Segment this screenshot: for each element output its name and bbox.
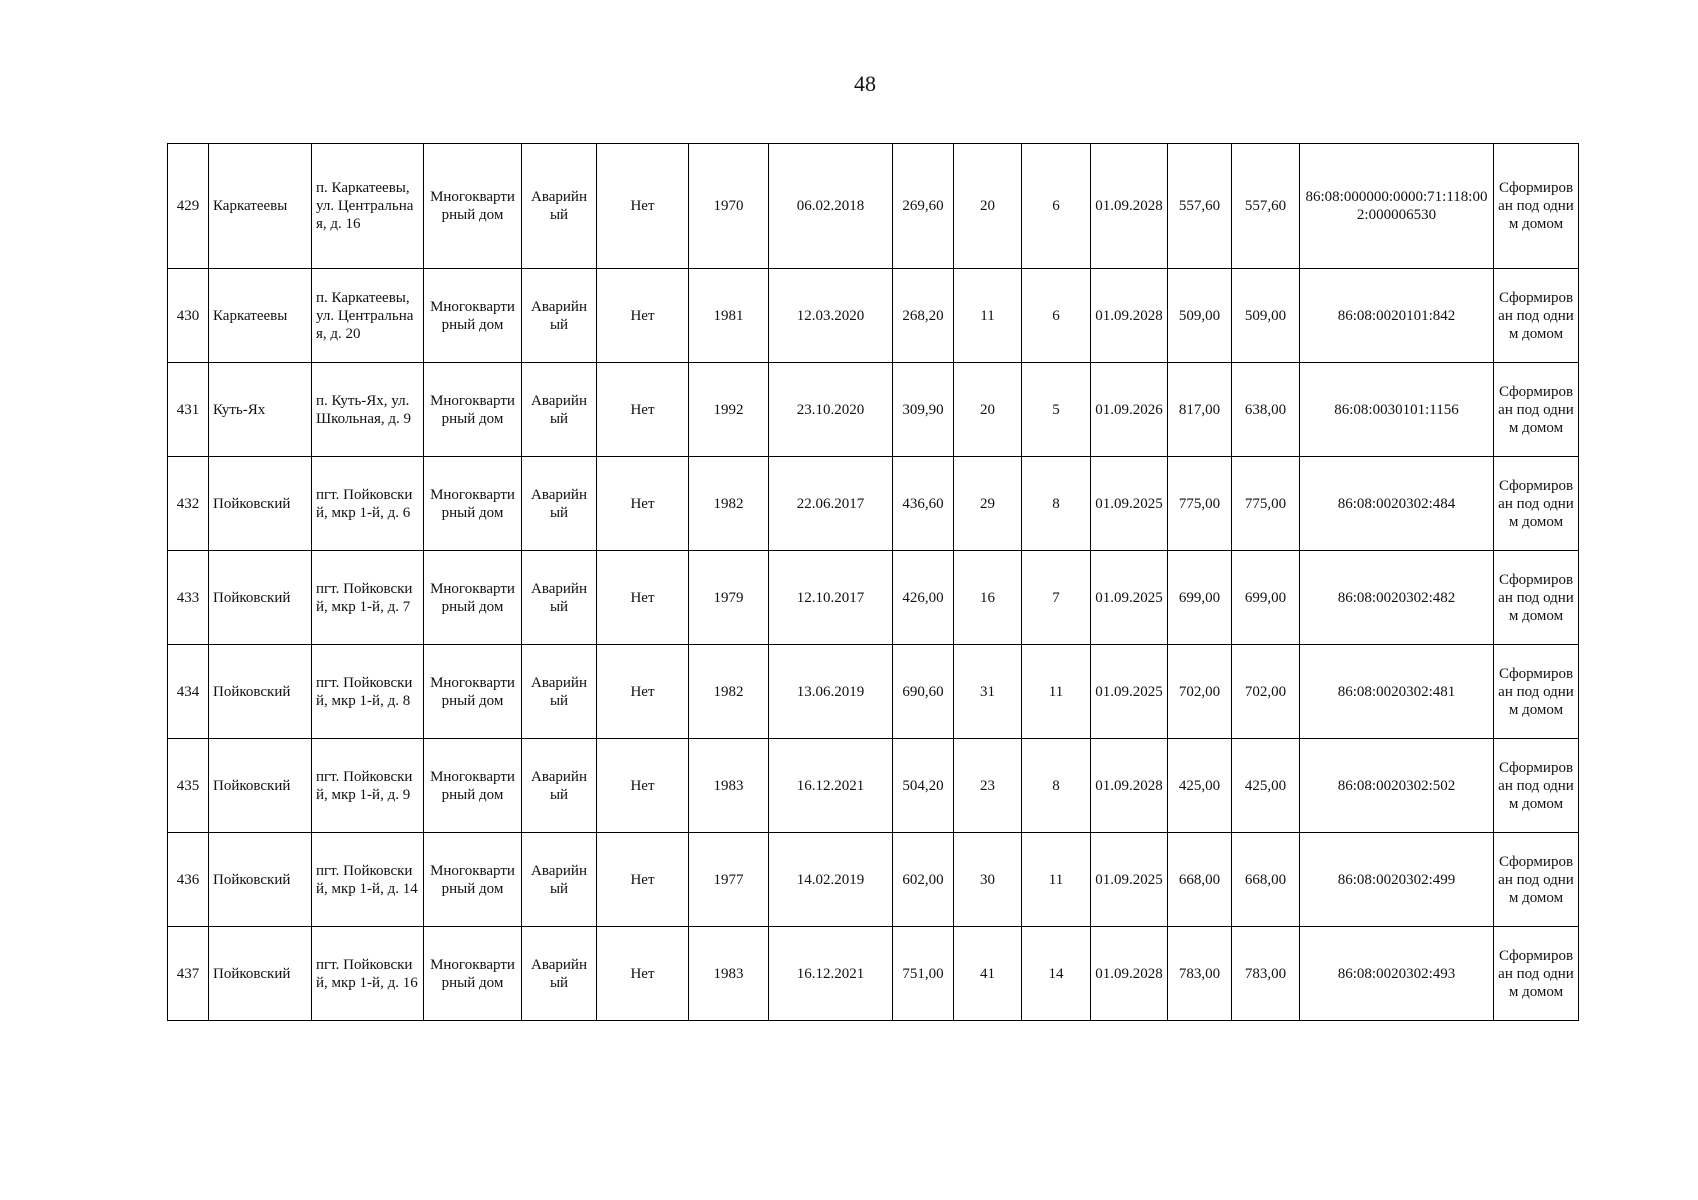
land-area-cell: 702,00	[1168, 645, 1232, 739]
cadastral-number-cell: 86:08:0020101:842	[1300, 269, 1494, 363]
residents-cell: 11	[954, 269, 1022, 363]
address-cell: пгт. Пойковский, мкр 1-й, д. 9	[312, 739, 424, 833]
flag-cell: Нет	[597, 363, 689, 457]
house-type-cell: Многоквартирный дом	[424, 833, 522, 927]
flag-cell: Нет	[597, 927, 689, 1021]
settlement-cell: Куть-Ях	[209, 363, 312, 457]
condition-cell: Аварийный	[522, 833, 597, 927]
land-area-cell: 699,00	[1168, 551, 1232, 645]
area-cell: 436,60	[893, 457, 954, 551]
condition-cell: Аварийный	[522, 144, 597, 269]
build-year-cell: 1992	[689, 363, 769, 457]
row-number-cell: 434	[168, 645, 209, 739]
condition-cell: Аварийный	[522, 457, 597, 551]
flag-cell: Нет	[597, 833, 689, 927]
table-row	[168, 833, 1579, 927]
deadline-cell: 01.09.2028	[1091, 739, 1168, 833]
note-cell: Сформирован под одним домом	[1494, 645, 1579, 739]
deadline-cell: 01.09.2025	[1091, 833, 1168, 927]
row-number-cell: 431	[168, 363, 209, 457]
condition-cell: Аварийный	[522, 645, 597, 739]
note-cell: Сформирован под одним домом	[1494, 833, 1579, 927]
housing-table	[167, 143, 1579, 1021]
residents-cell: 30	[954, 833, 1022, 927]
flag-cell: Нет	[597, 144, 689, 269]
note-cell: Сформирован под одним домом	[1494, 739, 1579, 833]
row-number-cell: 436	[168, 833, 209, 927]
cadastral-number-cell: 86:08:0020302:493	[1300, 927, 1494, 1021]
rooms-cell: 6	[1022, 269, 1091, 363]
settlement-cell: Каркатеевы	[209, 144, 312, 269]
house-type-cell: Многоквартирный дом	[424, 269, 522, 363]
land-area-actual-cell: 509,00	[1232, 269, 1300, 363]
address-cell: пгт. Пойковский, мкр 1-й, д. 6	[312, 457, 424, 551]
note-cell: Сформирован под одним домом	[1494, 144, 1579, 269]
land-area-cell: 557,60	[1168, 144, 1232, 269]
area-cell: 309,90	[893, 363, 954, 457]
document-date-cell: 22.06.2017	[769, 457, 893, 551]
table-row	[168, 457, 1579, 551]
address-cell: п. Куть-Ях, ул. Школьная, д. 9	[312, 363, 424, 457]
page-number: 48	[854, 71, 876, 96]
build-year-cell: 1970	[689, 144, 769, 269]
deadline-cell: 01.09.2025	[1091, 551, 1168, 645]
land-area-actual-cell: 699,00	[1232, 551, 1300, 645]
deadline-cell: 01.09.2025	[1091, 645, 1168, 739]
settlement-cell: Пойковский	[209, 645, 312, 739]
flag-cell: Нет	[597, 645, 689, 739]
cadastral-number-cell: 86:08:000000:0000:71:118:002:000006530	[1300, 144, 1494, 269]
row-number-cell: 433	[168, 551, 209, 645]
land-area-actual-cell: 668,00	[1232, 833, 1300, 927]
land-area-cell: 425,00	[1168, 739, 1232, 833]
condition-cell: Аварийный	[522, 269, 597, 363]
cadastral-number-cell: 86:08:0020302:481	[1300, 645, 1494, 739]
house-type-cell: Многоквартирный дом	[424, 144, 522, 269]
rooms-cell: 8	[1022, 457, 1091, 551]
deadline-cell: 01.09.2028	[1091, 927, 1168, 1021]
build-year-cell: 1981	[689, 269, 769, 363]
build-year-cell: 1982	[689, 645, 769, 739]
rooms-cell: 8	[1022, 739, 1091, 833]
document-date-cell: 16.12.2021	[769, 927, 893, 1021]
residents-cell: 23	[954, 739, 1022, 833]
table-row	[168, 927, 1579, 1021]
housing-table-container	[167, 143, 1579, 1021]
residents-cell: 41	[954, 927, 1022, 1021]
build-year-cell: 1977	[689, 833, 769, 927]
address-cell: пгт. Пойковский, мкр 1-й, д. 7	[312, 551, 424, 645]
address-cell: п. Каркатеевы, ул. Центральная, д. 16	[312, 144, 424, 269]
settlement-cell: Пойковский	[209, 457, 312, 551]
residents-cell: 16	[954, 551, 1022, 645]
cadastral-number-cell: 86:08:0020302:482	[1300, 551, 1494, 645]
flag-cell: Нет	[597, 739, 689, 833]
table-row	[168, 551, 1579, 645]
flag-cell: Нет	[597, 457, 689, 551]
deadline-cell: 01.09.2025	[1091, 457, 1168, 551]
settlement-cell: Пойковский	[209, 927, 312, 1021]
residents-cell: 20	[954, 144, 1022, 269]
cadastral-number-cell: 86:08:0020302:499	[1300, 833, 1494, 927]
table-row	[168, 269, 1579, 363]
area-cell: 269,60	[893, 144, 954, 269]
land-area-cell: 817,00	[1168, 363, 1232, 457]
deadline-cell: 01.09.2026	[1091, 363, 1168, 457]
cadastral-number-cell: 86:08:0030101:1156	[1300, 363, 1494, 457]
residents-cell: 20	[954, 363, 1022, 457]
condition-cell: Аварийный	[522, 739, 597, 833]
build-year-cell: 1979	[689, 551, 769, 645]
settlement-cell: Каркатеевы	[209, 269, 312, 363]
document-date-cell: 23.10.2020	[769, 363, 893, 457]
note-cell: Сформирован под одним домом	[1494, 551, 1579, 645]
note-cell: Сформирован под одним домом	[1494, 457, 1579, 551]
build-year-cell: 1983	[689, 927, 769, 1021]
land-area-cell: 775,00	[1168, 457, 1232, 551]
row-number-cell: 437	[168, 927, 209, 1021]
land-area-actual-cell: 783,00	[1232, 927, 1300, 1021]
deadline-cell: 01.09.2028	[1091, 144, 1168, 269]
land-area-cell: 668,00	[1168, 833, 1232, 927]
document-date-cell: 14.02.2019	[769, 833, 893, 927]
residents-cell: 31	[954, 645, 1022, 739]
settlement-cell: Пойковский	[209, 551, 312, 645]
house-type-cell: Многоквартирный дом	[424, 645, 522, 739]
flag-cell: Нет	[597, 269, 689, 363]
cadastral-number-cell: 86:08:0020302:502	[1300, 739, 1494, 833]
land-area-cell: 783,00	[1168, 927, 1232, 1021]
house-type-cell: Многоквартирный дом	[424, 739, 522, 833]
house-type-cell: Многоквартирный дом	[424, 927, 522, 1021]
address-cell: пгт. Пойковский, мкр 1-й, д. 16	[312, 927, 424, 1021]
land-area-actual-cell: 702,00	[1232, 645, 1300, 739]
area-cell: 602,00	[893, 833, 954, 927]
build-year-cell: 1982	[689, 457, 769, 551]
area-cell: 426,00	[893, 551, 954, 645]
area-cell: 268,20	[893, 269, 954, 363]
house-type-cell: Многоквартирный дом	[424, 363, 522, 457]
rooms-cell: 11	[1022, 645, 1091, 739]
condition-cell: Аварийный	[522, 363, 597, 457]
table-row	[168, 645, 1579, 739]
cadastral-number-cell: 86:08:0020302:484	[1300, 457, 1494, 551]
row-number-cell: 435	[168, 739, 209, 833]
rooms-cell: 14	[1022, 927, 1091, 1021]
document-date-cell: 12.03.2020	[769, 269, 893, 363]
land-area-actual-cell: 557,60	[1232, 144, 1300, 269]
table-row	[168, 363, 1579, 457]
flag-cell: Нет	[597, 551, 689, 645]
table-body	[168, 144, 1579, 1021]
row-number-cell: 429	[168, 144, 209, 269]
address-cell: пгт. Пойковский, мкр 1-й, д. 8	[312, 645, 424, 739]
table-row	[168, 144, 1579, 269]
deadline-cell: 01.09.2028	[1091, 269, 1168, 363]
note-cell: Сформирован под одним домом	[1494, 927, 1579, 1021]
rooms-cell: 11	[1022, 833, 1091, 927]
area-cell: 504,20	[893, 739, 954, 833]
build-year-cell: 1983	[689, 739, 769, 833]
land-area-actual-cell: 638,00	[1232, 363, 1300, 457]
note-cell: Сформирован под одним домом	[1494, 269, 1579, 363]
land-area-actual-cell: 425,00	[1232, 739, 1300, 833]
settlement-cell: Пойковский	[209, 739, 312, 833]
address-cell: п. Каркатеевы, ул. Центральная, д. 20	[312, 269, 424, 363]
document-date-cell: 12.10.2017	[769, 551, 893, 645]
house-type-cell: Многоквартирный дом	[424, 551, 522, 645]
rooms-cell: 6	[1022, 144, 1091, 269]
residents-cell: 29	[954, 457, 1022, 551]
document-date-cell: 06.02.2018	[769, 144, 893, 269]
row-number-cell: 432	[168, 457, 209, 551]
land-area-actual-cell: 775,00	[1232, 457, 1300, 551]
area-cell: 690,60	[893, 645, 954, 739]
house-type-cell: Многоквартирный дом	[424, 457, 522, 551]
document-date-cell: 16.12.2021	[769, 739, 893, 833]
land-area-cell: 509,00	[1168, 269, 1232, 363]
rooms-cell: 7	[1022, 551, 1091, 645]
note-cell: Сформирован под одним домом	[1494, 363, 1579, 457]
area-cell: 751,00	[893, 927, 954, 1021]
address-cell: пгт. Пойковский, мкр 1-й, д. 14	[312, 833, 424, 927]
settlement-cell: Пойковский	[209, 833, 312, 927]
condition-cell: Аварийный	[522, 927, 597, 1021]
row-number-cell: 430	[168, 269, 209, 363]
document-date-cell: 13.06.2019	[769, 645, 893, 739]
table-row	[168, 739, 1579, 833]
condition-cell: Аварийный	[522, 551, 597, 645]
rooms-cell: 5	[1022, 363, 1091, 457]
